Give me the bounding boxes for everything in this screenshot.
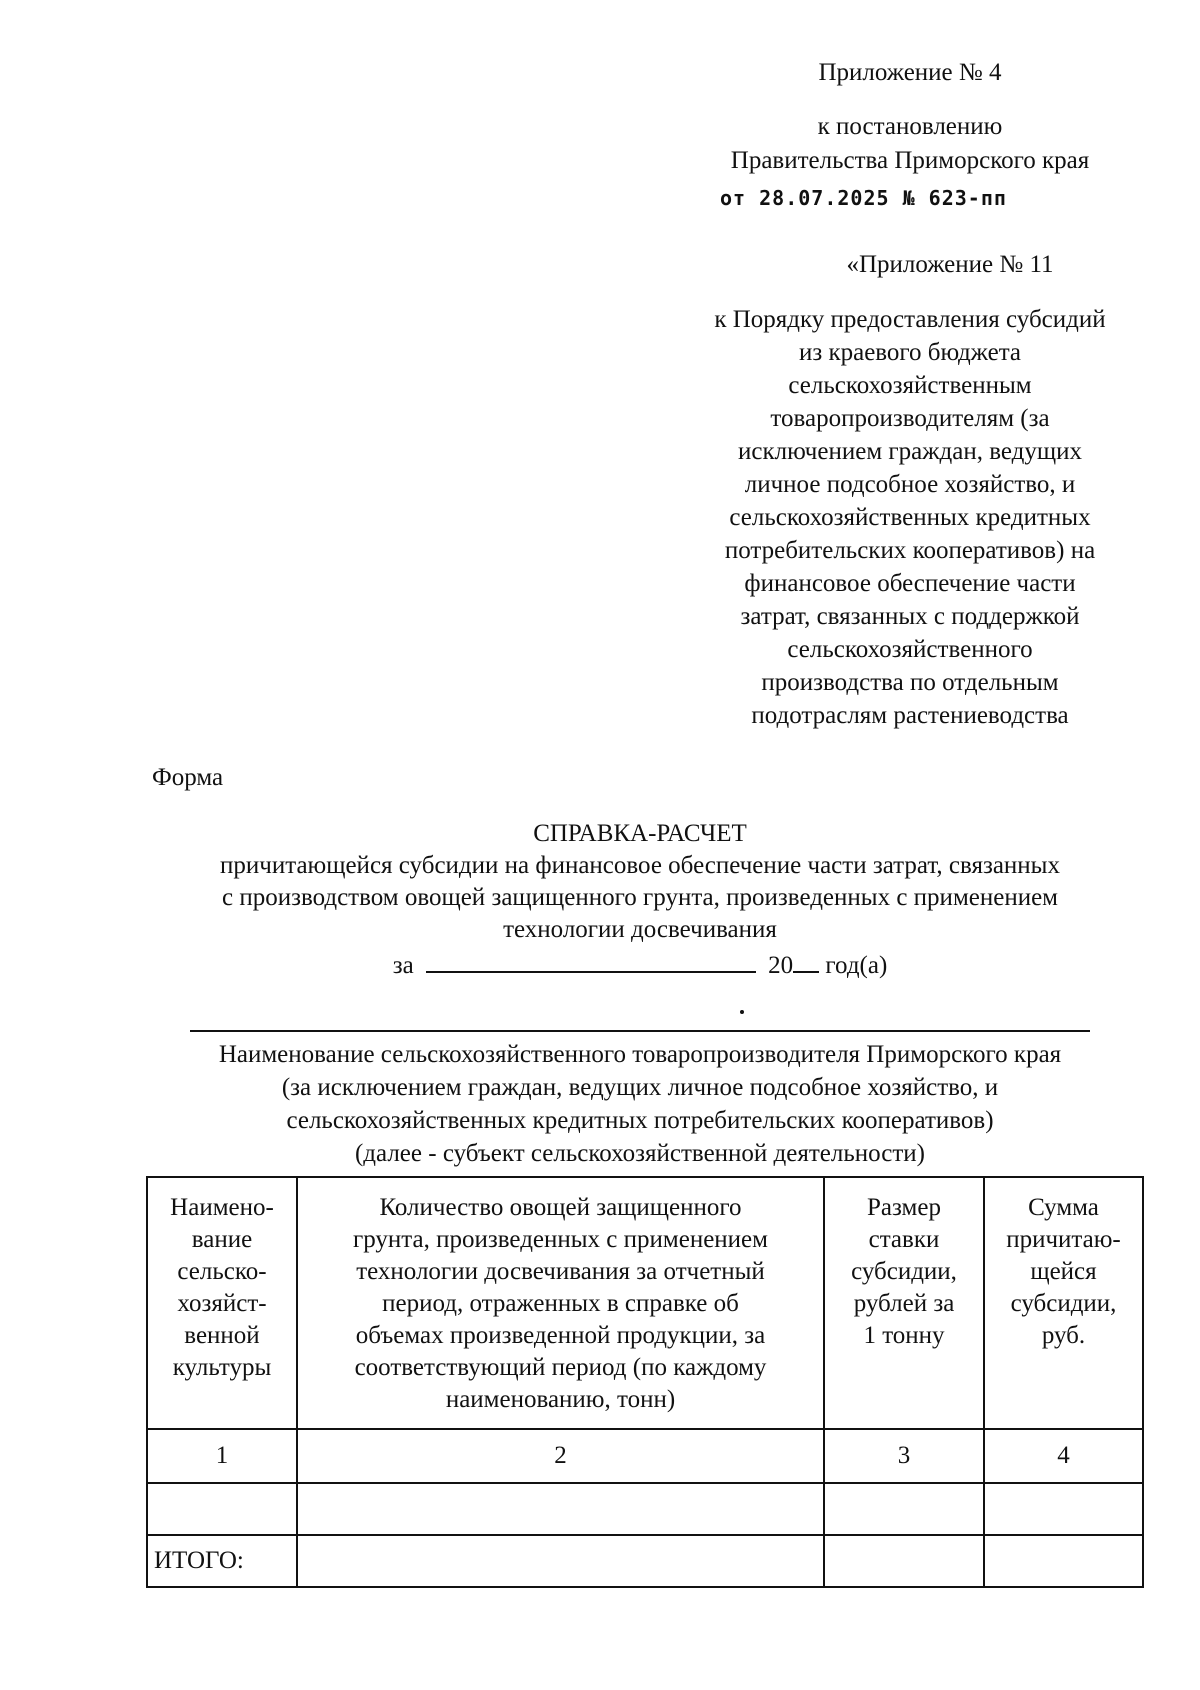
amount-cell[interactable] [984, 1483, 1143, 1535]
header-text: грунта, произведенных с применением [353, 1226, 768, 1253]
header-cell-crop-name [147, 1177, 297, 1429]
decree-date-stamp: от 28.07.2025 № 623-пп [720, 186, 1007, 210]
header-text: вание [191, 1226, 253, 1253]
column-number-row [147, 1429, 1143, 1483]
header-text: щейся [1030, 1258, 1097, 1285]
subject-line: сельскохозяйственных кредитных потребительских кооперативов) [286, 1107, 994, 1134]
producer-name-blank-field[interactable] [190, 1030, 1090, 1032]
appendix-line: личное подсобное хозяйство, и [744, 471, 1076, 498]
subject-line: Наименование сельскохозяйственного товаропроизводителя Приморского края [218, 1041, 1062, 1068]
form-label: Форма [152, 764, 224, 791]
header-text: 1 тонну [863, 1322, 945, 1349]
header-text: соответствующий период (по каждому [354, 1354, 767, 1381]
header-text: венной [184, 1322, 260, 1349]
document-title [140, 818, 1140, 946]
crop-name-cell[interactable] [147, 1483, 297, 1535]
header-text: период, отраженных в справке об [382, 1290, 739, 1317]
appendix-line: потребительских кооперативов) на [724, 537, 1096, 564]
appendix-line: сельскохозяйственным [788, 372, 1032, 399]
column-number: 3 [824, 1429, 984, 1483]
column-number: 1 [147, 1429, 297, 1483]
header-text: Количество овощей защищенного [379, 1194, 742, 1221]
period-za-label: за [392, 952, 414, 979]
total-quantity-cell[interactable] [297, 1535, 824, 1587]
header-text: технологии досвечивания за отчетный [356, 1258, 765, 1285]
header-text: руб. [1041, 1322, 1086, 1349]
rate-cell[interactable] [824, 1483, 984, 1535]
header-text: объемах произведенной продукции, за [355, 1322, 766, 1349]
subject-line: (за исключением граждан, ведущих личное подсобное хозяйство, и [281, 1074, 999, 1101]
year-prefix: 20 [768, 952, 794, 979]
total-amount-cell[interactable] [984, 1535, 1143, 1587]
period-blank-field[interactable] [426, 949, 756, 973]
header-cell-rate [824, 1177, 984, 1429]
title-heading: СПРАВКА-РАСЧЕТ [533, 820, 747, 847]
table-header-row [147, 1177, 1143, 1429]
appendix-line: подотраслям растениеводства [751, 702, 1069, 729]
header-text: сельско- [177, 1258, 267, 1285]
subject-line: (далее - субъект сельскохозяйственной деятельности) [354, 1140, 926, 1167]
quantity-cell[interactable] [297, 1483, 824, 1535]
year-blank-field[interactable] [793, 949, 819, 973]
total-rate-cell[interactable] [824, 1535, 984, 1587]
header-text: ставки [868, 1226, 940, 1253]
header-text: субсидии, [1010, 1290, 1117, 1317]
header-text: культуры [172, 1354, 272, 1381]
appendix-line: исключением граждан, ведущих [737, 438, 1082, 465]
appendix-line: сельскохозяйственного [787, 636, 1033, 663]
appendix-line: сельскохозяйственных кредитных [729, 504, 1091, 531]
period-line [140, 949, 1140, 982]
appendix-number: Приложение № 4 [818, 59, 1002, 86]
appendix-line: производства по отдельным [761, 669, 1059, 696]
title-line: причитающейся субсидии на финансовое обеспечение части затрат, связанных [220, 852, 1060, 879]
government-label: Правительства Приморского края [730, 147, 1090, 174]
header-cell-amount [984, 1177, 1143, 1429]
year-suffix: год(а) [825, 952, 888, 979]
column-number: 4 [984, 1429, 1143, 1483]
column-number: 2 [297, 1429, 824, 1483]
table-row [147, 1483, 1143, 1535]
subject-description [140, 1038, 1140, 1170]
total-label: ИТОГО: [147, 1535, 297, 1587]
appendix-description [670, 303, 1150, 732]
appendix-line: к Порядку предоставления субсидий [714, 306, 1106, 333]
title-line: с производством овощей защищенного грунта, произведенных с применением [221, 884, 1059, 911]
header-text: рублей за [853, 1290, 955, 1317]
appendix-line: затрат, связанных с поддержкой [740, 603, 1080, 630]
total-row [147, 1535, 1143, 1587]
stray-dot [740, 1010, 744, 1014]
subsidy-calculation-table [146, 1176, 1144, 1588]
header-text: наименованию, тонн) [445, 1386, 676, 1413]
appendix-line: из краевого бюджета [798, 339, 1022, 366]
appendix-line: финансовое обеспечение части [744, 570, 1076, 597]
header-text: Размер [867, 1194, 941, 1221]
header-text: хозяйст- [177, 1290, 267, 1317]
appendix-line: товаропроизводителям (за [770, 405, 1050, 432]
appendix-11-title: «Приложение № 11 [846, 251, 1054, 278]
header-text: Наимено- [170, 1194, 274, 1221]
header-cell-quantity [297, 1177, 824, 1429]
header-text: субсидии, [851, 1258, 957, 1285]
header-text: причитаю- [1006, 1226, 1121, 1253]
title-line: технологии досвечивания [503, 916, 777, 943]
header-text: Сумма [1028, 1194, 1099, 1221]
to-decree-label: к постановлению [817, 113, 1003, 140]
